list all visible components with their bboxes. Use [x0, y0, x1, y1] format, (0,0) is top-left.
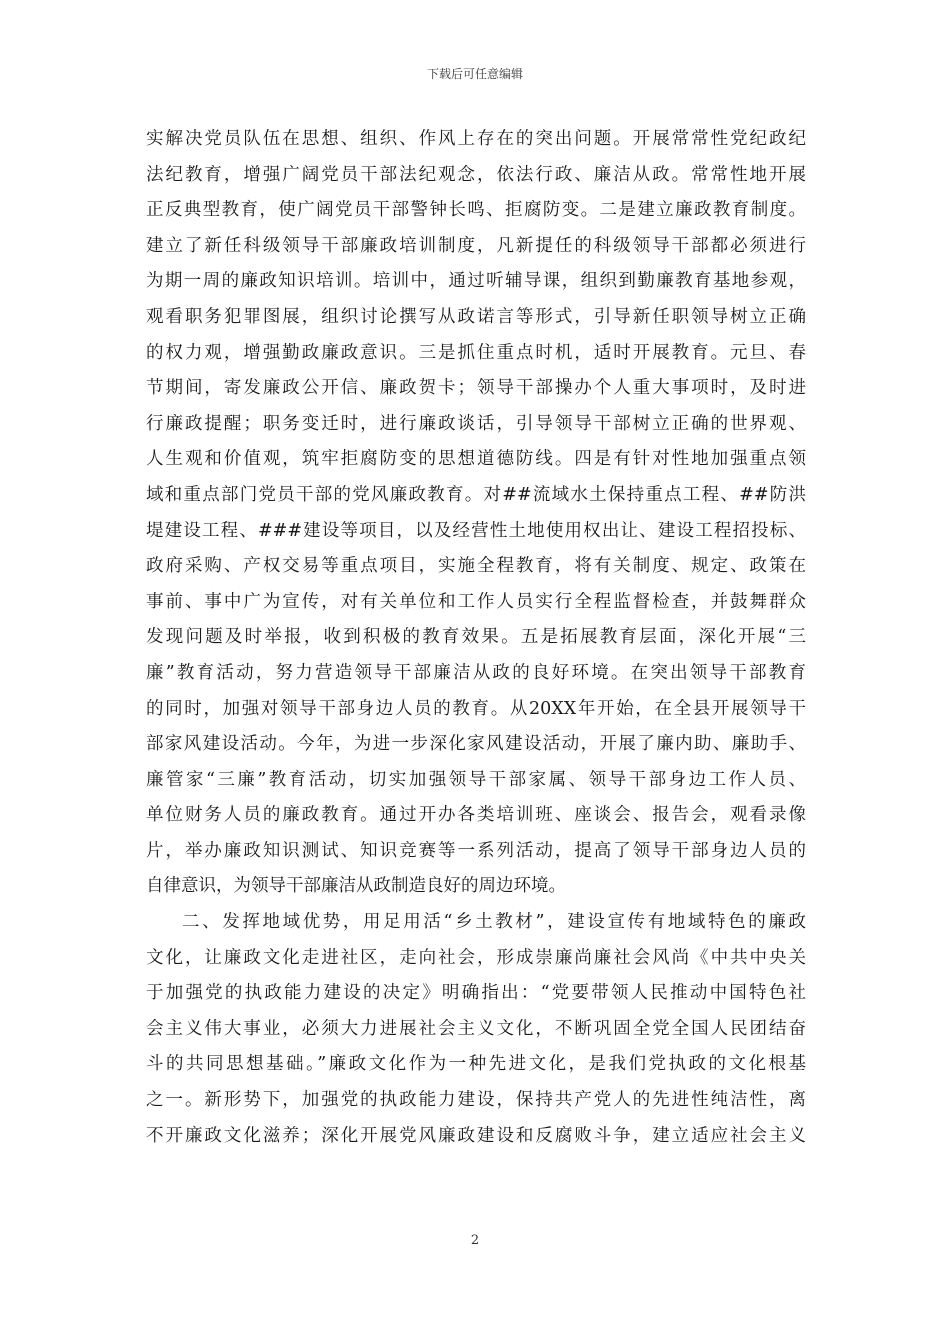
text-line: 的同时，加强对领导干部身边人员的教育。从20XX年开始，在全县开展领导干 [146, 698, 806, 719]
text-line: 文化，让廉政文化走进社区，走向社会，形成崇廉尚廉社会风尚《中共中央关 [146, 947, 806, 968]
text-line: 廉管家“三廉”教育活动，切实加强领导干部家属、领导干部身边工作人员、 [146, 769, 806, 790]
text-line: 不开廉政文化滋养；深化开展党风廉政建设和反腐败斗争，建立适应社会主义 [146, 1125, 806, 1146]
text-line: 之一。新形势下，加强党的执政能力建设，保持共产党人的先进性纯洁性，离 [146, 1090, 806, 1111]
text-line: 片，举办廉政知识测试、知识竞赛等一系列活动，提高了领导干部身边人员的 [146, 840, 806, 861]
text-line: 事前、事中广为宣传，对有关单位和工作人员实行全程监督检查，并鼓舞群众 [146, 591, 806, 612]
text-line: 法纪教育，增强广阔党员干部法纪观念，依法行政、廉洁从政。常常性地开展 [146, 164, 806, 185]
text-line: 斗的共同思想基础。”廉政文化作为一种先进文化，是我们党执政的文化根基 [146, 1054, 806, 1075]
section-heading-line: 二、发挥地域优势，用足用活“乡土教材”，建设宣传有地域特色的廉政 [182, 912, 806, 933]
paragraph-end-line: 自律意识，为领导干部廉洁从政制造良好的周边环境。 [146, 876, 566, 897]
text-line: 域和重点部门党员干部的党风廉政教育。对##流域水土保持重点工程、##防洪 [146, 484, 806, 505]
text-line: 节期间，寄发廉政公开信、廉政贺卡；领导干部操办个人重大事项时，及时进 [146, 378, 806, 399]
text-line: 发现问题及时举报，收到积极的教育效果。五是拓展教育层面，深化开展“三 [146, 627, 806, 648]
text-line: 单位财务人员的廉政教育。通过开办各类培训班、座谈会、报告会，观看录像 [146, 805, 806, 826]
document-body [146, 122, 806, 1154]
text-line: 为期一周的廉政知识培训。培训中，通过听辅导课，组织到勤廉教育基地参观， [146, 271, 806, 292]
text-line: 部家风建设活动。今年，为进一步深化家风建设活动，开展了廉内助、廉助手、 [146, 734, 806, 755]
text-line: 实解决党员队伍在思想、组织、作风上存在的突出问题。开展常常性党纪政纪 [146, 129, 806, 149]
text-line: 观看职务犯罪图展，组织讨论撰写从政诺言等形式，引导新任职领导树立正确 [146, 306, 806, 327]
text-line: 廉”教育活动，努力营造领导干部廉洁从政的良好环境。在突出领导干部教育 [146, 662, 806, 683]
text-line: 人生观和价值观，筑牢拒腐防变的思想道德防线。四是有针对性地加强重点领 [146, 449, 806, 470]
text-line: 会主义伟大事业，必须大力进展社会主义文化，不断巩固全党全国人民团结奋 [146, 1018, 806, 1039]
text-line: 行廉政提醒；职务变迁时，进行廉政谈话，引导领导干部树立正确的世界观、 [146, 413, 806, 434]
text-line: 的权力观，增强勤政廉政意识。三是抓住重点时机，适时开展教育。元旦、春 [146, 342, 806, 363]
text-line: 于加强党的执政能力建设的决定》明确指出：“党要带领人民推动中国特色社 [146, 983, 806, 1004]
text-line: 堤建设工程、###建设等项目，以及经营性土地使用权出让、建设工程招投标、 [146, 520, 806, 541]
page-number: 2 [470, 1233, 480, 1248]
text-line: 政府采购、产权交易等重点项目，实施全程教育，将有关制度、规定、政策在 [146, 556, 806, 577]
page-header: 下载后可任意编辑 [426, 67, 523, 81]
text-line: 建立了新任科级领导干部廉政培训制度，凡新提任的科级领导干部都必须进行 [146, 235, 806, 256]
text-line: 正反典型教育，使广阔党员干部警钟长鸣、拒腐防变。二是建立廉政教育制度。 [146, 200, 806, 221]
